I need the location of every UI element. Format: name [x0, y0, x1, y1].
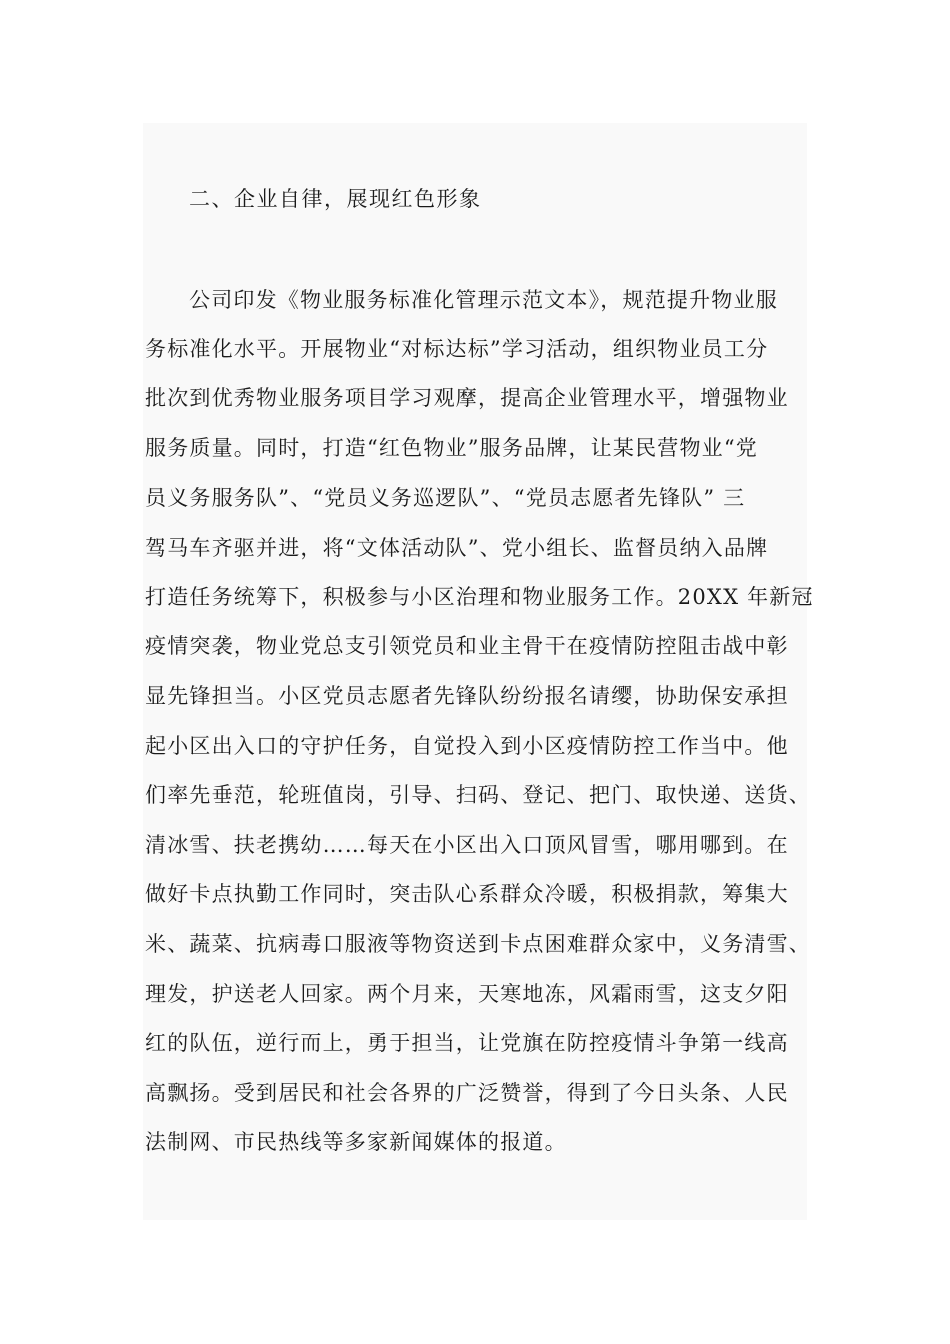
paragraph-line: 起小区出入口的守护任务，自觉投入到小区疫情防控工作当中。他	[145, 734, 789, 758]
section-heading: 二、企业自律，展现红色形象	[189, 187, 482, 211]
paragraph-line: 们率先垂范，轮班值岗，引导、扫码、登记、把门、取快递、送货、	[145, 783, 811, 807]
paragraph-line: 高飘扬。受到居民和社会各界的广泛赞誉，得到了今日头条、人民	[145, 1081, 789, 1105]
paragraph-line: 米、蔬菜、抗病毒口服液等物资送到卡点困难群众家中，义务清雪、	[145, 932, 811, 956]
paragraph-line: 理发，护送老人回家。两个月来，天寒地冻，风霜雨雪，这支夕阳	[145, 982, 789, 1006]
paragraph-line: 打造任务统筹下，积极参与小区治理和物业服务工作。20XX 年新冠	[145, 585, 814, 609]
paragraph-line: 批次到优秀物业服务项目学习观摩，提高企业管理水平，增强物业	[145, 386, 789, 410]
paragraph-line: 清冰雪、扶老携幼……每天在小区出入口顶风冒雪，哪用哪到。在	[145, 833, 789, 857]
paragraph-line: 员义务服务队”、“党员义务巡逻队”、“党员志愿者先锋队” 三	[145, 486, 746, 510]
paragraph-line: 服务质量。同时，打造“红色物业”服务品牌，让某民营物业“党	[145, 436, 759, 460]
paragraph-line: 法制网、市民热线等多家新闻媒体的报道。	[145, 1130, 567, 1154]
paragraph-line: 红的队伍，逆行而上，勇于担当，让党旗在防控疫情斗争第一线高	[145, 1031, 789, 1055]
paragraph-line: 疫情突袭，物业党总支引领党员和业主骨干在疫情防控阻击战中彰	[145, 634, 789, 658]
paragraph-line: 公司印发《物业服务标准化管理示范文本》，规范提升物业服	[189, 288, 778, 312]
paragraph-line: 务标准化水平。开展物业“对标达标”学习活动，组织物业员工分	[145, 337, 769, 361]
paragraph-line: 驾马车齐驱并进，将“文体活动队”、党小组长、监督员纳入品牌	[145, 536, 769, 560]
paragraph-line: 显先锋担当。小区党员志愿者先锋队纷纷报名请缨，协助保安承担	[145, 684, 789, 708]
paragraph-line: 做好卡点执勤工作同时，突击队心系群众冷暖，积极捐款，筹集大	[145, 882, 789, 906]
